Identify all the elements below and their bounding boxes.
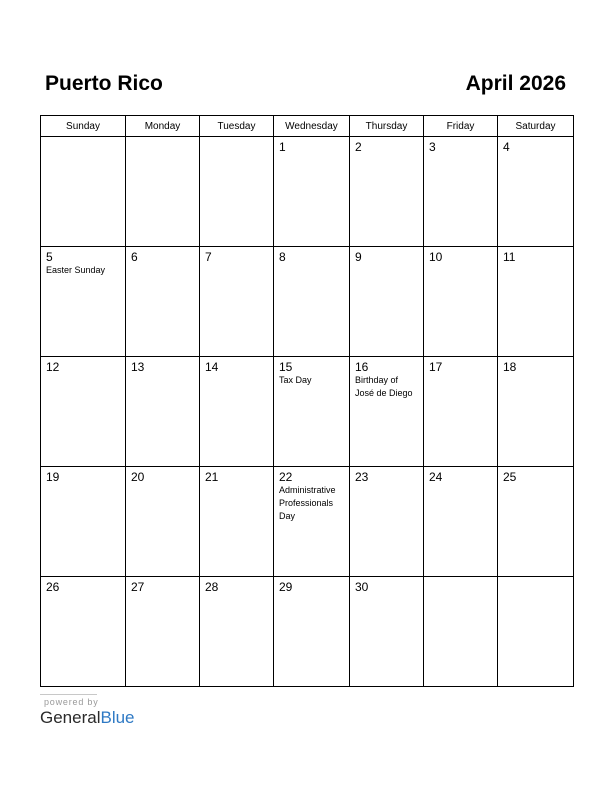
day-number: 16 — [355, 360, 369, 374]
day-number: 27 — [131, 580, 145, 594]
day-number: 9 — [355, 250, 362, 264]
empty-day-cell — [424, 577, 498, 687]
day-cell — [200, 247, 274, 357]
day-cell — [498, 357, 574, 467]
day-number: 7 — [205, 250, 212, 264]
day-cell — [126, 357, 200, 467]
day-cell — [41, 467, 126, 577]
day-number: 4 — [503, 140, 510, 154]
day-cell — [274, 137, 350, 247]
empty-day-cell — [200, 137, 274, 247]
day-number: 22 — [279, 470, 293, 484]
day-number: 1 — [279, 140, 286, 154]
day-cell — [126, 577, 200, 687]
empty-day-cell — [41, 137, 126, 247]
week-row — [41, 357, 574, 467]
day-cell — [350, 137, 424, 247]
weekday-header: Sunday — [41, 116, 126, 137]
day-number: 28 — [205, 580, 219, 594]
day-number: 15 — [279, 360, 293, 374]
footer-divider — [40, 694, 97, 695]
day-number: 2 — [355, 140, 362, 154]
day-cell — [274, 357, 350, 467]
month-year-title: April 2026 — [465, 72, 566, 95]
holiday-event: Tax Day — [279, 375, 312, 385]
day-cell — [41, 247, 126, 357]
calendar-grid — [40, 115, 574, 687]
day-cell — [200, 357, 274, 467]
day-cell — [498, 467, 574, 577]
weekday-header-row — [41, 116, 574, 137]
day-cell — [424, 467, 498, 577]
day-cell — [424, 357, 498, 467]
empty-day-cell — [126, 137, 200, 247]
day-number: 18 — [503, 360, 517, 374]
day-number: 6 — [131, 250, 138, 264]
day-cell — [424, 137, 498, 247]
holiday-event: Easter Sunday — [46, 265, 106, 275]
weekday-header: Tuesday — [200, 116, 274, 137]
day-number: 12 — [46, 360, 60, 374]
week-row — [41, 137, 574, 247]
day-cell — [274, 467, 350, 577]
day-number: 30 — [355, 580, 369, 594]
day-number: 21 — [205, 470, 219, 484]
day-cell — [126, 247, 200, 357]
day-number: 24 — [429, 470, 443, 484]
brand-name-part1: General — [40, 708, 101, 727]
day-number: 17 — [429, 360, 443, 374]
day-number: 25 — [503, 470, 517, 484]
day-cell — [200, 577, 274, 687]
holiday-event: Birthday of José de Diego — [355, 375, 413, 398]
day-cell — [41, 577, 126, 687]
day-number: 26 — [46, 580, 60, 594]
brand-name-part2: Blue — [100, 708, 135, 727]
day-cell — [126, 467, 200, 577]
day-number: 10 — [429, 250, 443, 264]
weekday-header: Monday — [126, 116, 200, 137]
day-cell — [274, 247, 350, 357]
brand-logo — [40, 708, 135, 728]
day-cell — [424, 247, 498, 357]
holiday-event: Administrative Professionals Day — [279, 485, 336, 521]
day-number: 29 — [279, 580, 293, 594]
week-row — [41, 577, 574, 687]
day-number: 3 — [429, 140, 436, 154]
day-number: 14 — [205, 360, 219, 374]
week-row — [41, 467, 574, 577]
region-title: Puerto Rico — [45, 72, 163, 95]
day-cell — [274, 577, 350, 687]
weekday-header: Wednesday — [274, 116, 350, 137]
weekday-header: Saturday — [498, 116, 574, 137]
day-cell — [200, 467, 274, 577]
day-number: 8 — [279, 250, 286, 264]
day-number: 13 — [131, 360, 145, 374]
day-cell — [350, 467, 424, 577]
day-number: 11 — [503, 250, 516, 264]
empty-day-cell — [498, 577, 574, 687]
day-cell — [350, 577, 424, 687]
weekday-header: Thursday — [350, 116, 424, 137]
day-cell — [498, 247, 574, 357]
week-row — [41, 247, 574, 357]
day-cell — [350, 247, 424, 357]
day-number: 23 — [355, 470, 369, 484]
weekday-header: Friday — [424, 116, 498, 137]
day-cell — [498, 137, 574, 247]
powered-by-text: powered by — [44, 697, 99, 707]
day-cell — [41, 357, 126, 467]
day-cell — [350, 357, 424, 467]
day-number: 19 — [46, 470, 60, 484]
day-number: 20 — [131, 470, 145, 484]
day-number: 5 — [46, 250, 53, 264]
